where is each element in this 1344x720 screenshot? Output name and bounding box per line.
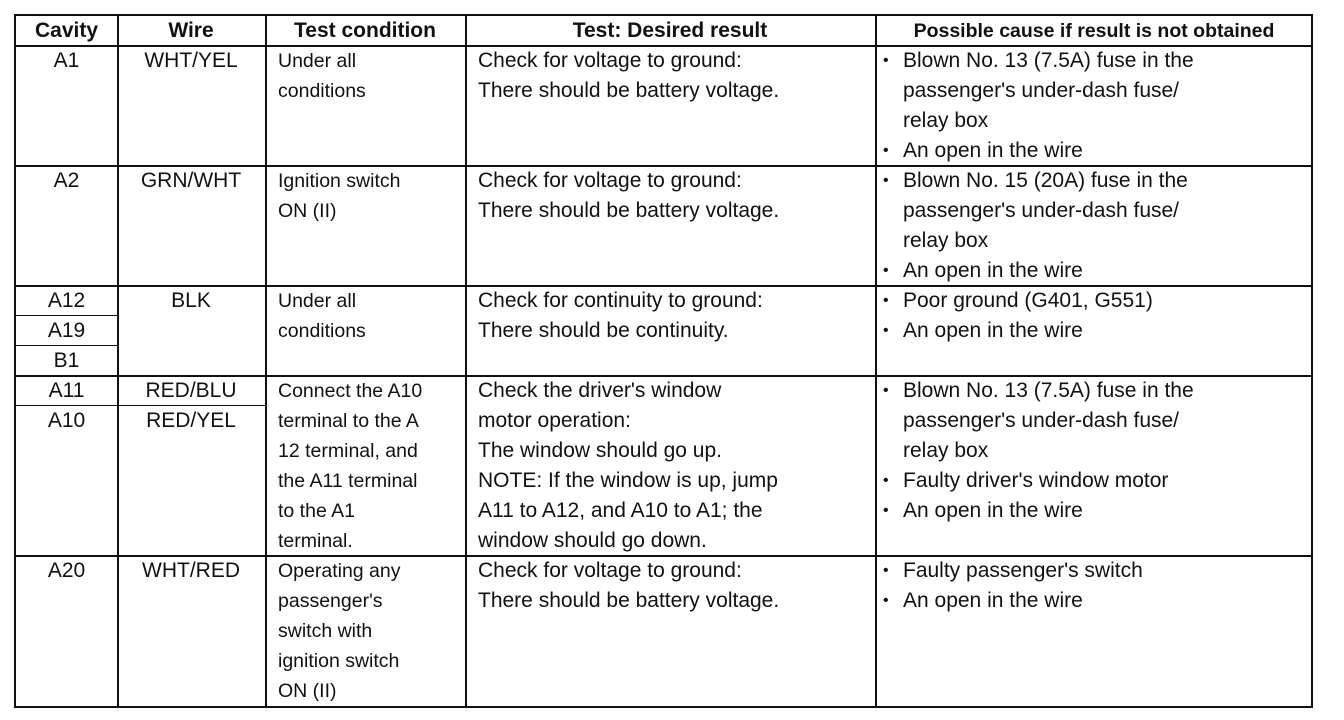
condition-line: Ignition switch [278,170,401,192]
condition-line: ignition switch [278,650,400,672]
condition-line: ON (II) [278,200,337,222]
column-divider [265,16,267,706]
cause-line: • Blown No. 13 (7.5A) fuse in the [903,379,1194,402]
cause-line: passenger's under-dash fuse/ [903,409,1180,432]
column-divider [117,16,119,706]
cause-item [881,556,1143,586]
wire-cell: GRN/WHT [140,169,242,192]
cause-item [881,166,1188,256]
result-line: A11 to A12, and A10 to A1; the [478,499,763,522]
test-condition-cell [278,376,422,556]
cause-item [881,586,1143,616]
cause-line: • Blown No. 13 (7.5A) fuse in the [903,49,1194,72]
result-line: Check for voltage to ground: [478,559,742,582]
condition-line: terminal to the A [278,410,419,432]
condition-line: Connect the A10 [278,380,423,402]
cavity-cell: A10 [47,409,86,432]
condition-line: switch with [278,620,373,642]
cause-item [881,286,1153,316]
diagnostic-table [14,14,1313,708]
result-line: Check for continuity to ground: [478,289,763,312]
cause-line: • An open in the wire [903,499,1083,522]
cause-item [881,256,1188,286]
result-line: The window should go up. [478,439,722,462]
cause-item [881,136,1194,166]
condition-line: Operating any [278,560,401,582]
cause-line: passenger's under-dash fuse/ [903,199,1180,222]
header-wire: Wire [168,19,214,42]
test-condition-cell [278,556,401,706]
desired-result-cell [478,286,763,346]
cause-line: • Faulty driver's window motor [903,469,1169,492]
condition-line: to the A1 [278,500,355,522]
column-divider [465,16,467,706]
possible-cause-cell [881,46,1194,166]
cause-item [881,376,1194,466]
test-condition-cell [278,166,400,226]
condition-line: the A11 terminal [278,470,418,492]
cause-line: • An open in the wire [903,319,1083,342]
condition-line: conditions [278,320,366,342]
wire-cell: RED/BLU [145,379,237,402]
cause-line: • An open in the wire [903,589,1083,612]
cause-item [881,46,1194,136]
result-line: window should go down. [478,529,707,552]
result-line: There should be battery voltage. [478,589,780,612]
cavity-cell: A19 [47,319,86,342]
header-possible-cause: Possible cause if result is not obtained [913,20,1275,42]
cause-line: • Poor ground (G401, G551) [903,289,1153,312]
condition-line: ON (II) [278,680,337,702]
cause-line: • Blown No. 15 (20A) fuse in the [903,169,1188,192]
cause-item [881,496,1194,526]
result-line: Check the driver's window [478,379,722,402]
column-divider [875,16,877,706]
condition-line: Under all [278,50,357,72]
cause-line: • Faulty passenger's switch [903,559,1143,582]
cause-line: relay box [903,229,989,252]
cavity-cell: A20 [47,559,86,582]
condition-line: Under all [278,290,357,312]
wire-cell: WHT/RED [142,559,240,582]
cavity-cell: A12 [47,289,86,312]
result-line: motor operation: [478,409,631,432]
possible-cause-cell [881,376,1194,526]
result-line: There should be battery voltage. [478,199,780,222]
cause-line: • An open in the wire [903,259,1083,282]
desired-result-cell [478,46,779,106]
cause-line: relay box [903,109,989,132]
header-cavity: Cavity [34,19,99,42]
desired-result-cell [478,376,778,556]
condition-line: conditions [278,80,366,102]
wire-cell: RED/YEL [146,409,236,432]
possible-cause-cell [881,286,1153,346]
desired-result-cell [478,166,779,226]
cause-line: • An open in the wire [903,139,1083,162]
condition-line: passenger's [278,590,383,612]
result-line: There should be battery voltage. [478,79,780,102]
cause-item [881,466,1194,496]
result-line: There should be continuity. [478,319,729,342]
condition-line: 12 terminal, and [278,440,418,462]
test-condition-cell [278,46,366,106]
cavity-cell: A2 [53,169,80,192]
cause-line: relay box [903,439,989,462]
cause-line: passenger's under-dash fuse/ [903,79,1180,102]
cavity-cell: A1 [53,49,80,72]
desired-result-cell [478,556,779,616]
cavity-cell: B1 [53,349,80,372]
wire-cell: BLK [171,289,211,312]
header-desired-result: Test: Desired result [572,19,768,42]
result-line: Check for voltage to ground: [478,169,742,192]
header-test-condition: Test condition [294,19,436,42]
test-condition-cell [278,286,366,346]
cause-item [881,316,1153,346]
result-line: NOTE: If the window is up, jump [478,469,778,492]
possible-cause-cell [881,556,1143,616]
result-line: Check for voltage to ground: [478,49,742,72]
possible-cause-cell [881,166,1188,286]
wire-cell: WHT/YEL [144,49,238,72]
condition-line: terminal. [278,530,353,552]
cavity-cell: A11 [48,379,85,402]
